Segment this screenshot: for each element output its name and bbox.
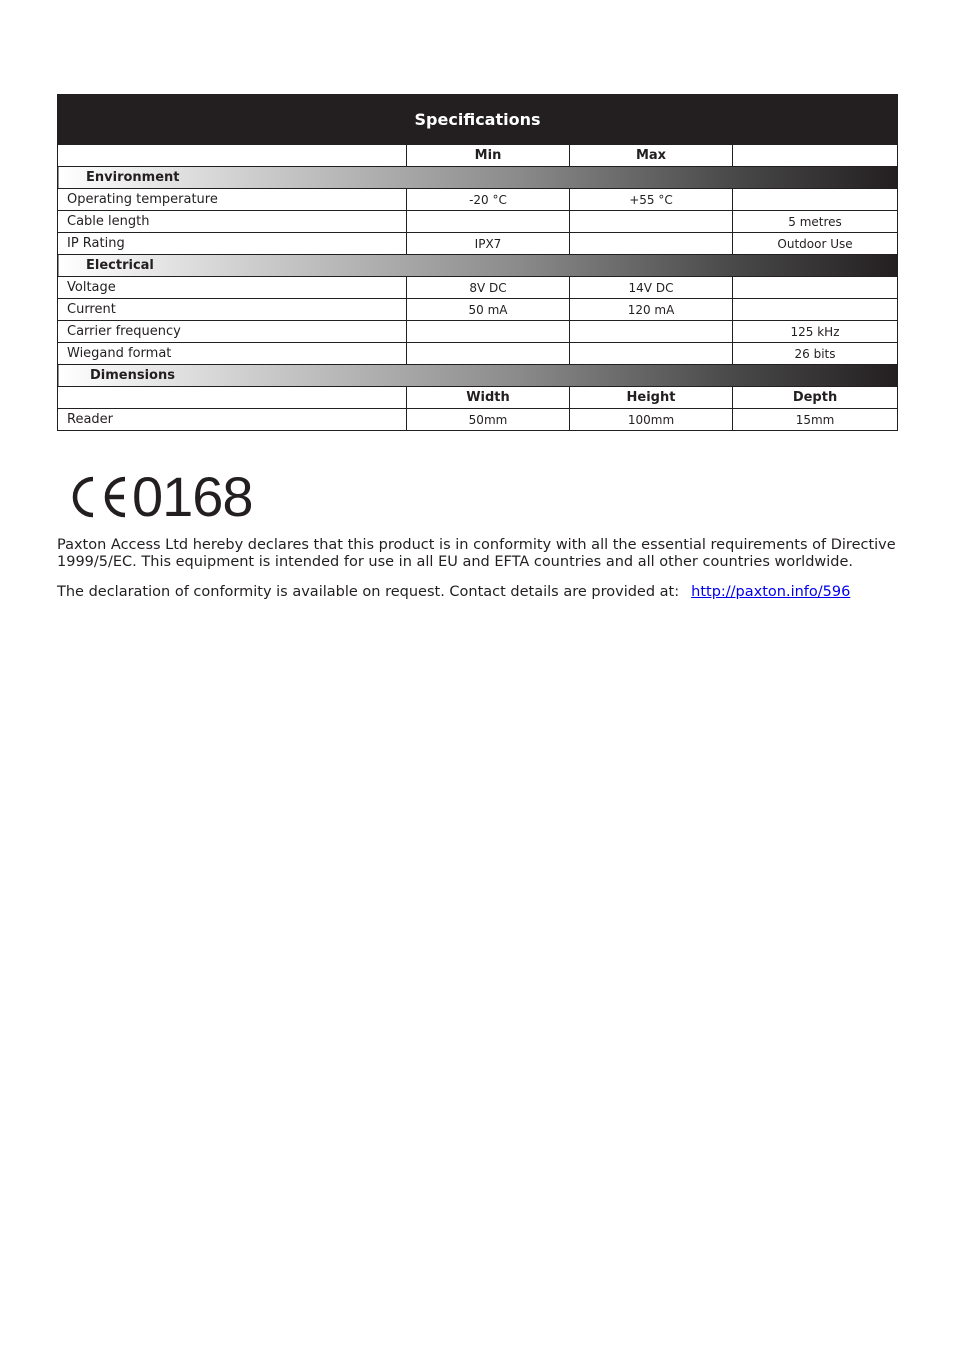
row-min: IPX7 [407,233,570,255]
column-header-min: Min [407,145,570,167]
row-min [407,343,570,365]
row-height: 100mm [570,409,733,431]
row-max [570,321,733,343]
column-header-note [733,145,898,167]
row-note: 5 metres [733,211,898,233]
row-label: Carrier frequency [58,321,407,343]
row-note [733,189,898,211]
row-min: -20 °C [407,189,570,211]
table-row [58,277,898,299]
row-label: Wiegand format [58,343,407,365]
column-header-height: Height [570,387,733,409]
table-row [58,299,898,321]
row-depth: 15mm [733,409,898,431]
row-max: +55 °C [570,189,733,211]
row-note: 125 kHz [733,321,898,343]
ce-logo-icon [70,474,130,520]
table-title-row [58,95,898,145]
declaration-text: Paxton Access Ltd hereby declares that this product is in conformity with all the essential requirements of Directive 1999/5/EC. This equipment is intended for use in all EU and EFTA countries and all other countries worldwide. [57,537,896,570]
section-row-dimensions [58,365,898,387]
row-note [733,277,898,299]
row-max [570,343,733,365]
section-title: Dimensions [58,365,898,387]
column-header-max: Max [570,145,733,167]
table-row [58,211,898,233]
row-label: IP Rating [58,233,407,255]
row-max: 120 mA [570,299,733,321]
column-header-width: Width [407,387,570,409]
specifications-table [57,94,898,431]
column-header-empty [58,145,407,167]
row-label: Voltage [58,277,407,299]
table-row [58,233,898,255]
column-header-row [58,145,898,167]
row-note [733,299,898,321]
conformity-link[interactable]: http://paxton.info/596 [691,584,851,600]
row-min [407,321,570,343]
row-label: Cable length [58,211,407,233]
row-min [407,211,570,233]
column-header-empty [58,387,407,409]
row-label: Reader [58,409,407,431]
section-row-environment [58,167,898,189]
dimensions-header-row [58,387,898,409]
table-title: Specifications [58,95,898,145]
row-max [570,211,733,233]
section-title: Environment [58,167,898,189]
table-row [58,409,898,431]
notified-body-number: 0168 [132,465,253,528]
row-min: 50 mA [407,299,570,321]
row-note: Outdoor Use [733,233,898,255]
row-note: 26 bits [733,343,898,365]
availability-text: The declaration of conformity is available on request. Contact details are provided at: [57,584,680,600]
row-label: Current [58,299,407,321]
row-min: 8V DC [407,277,570,299]
section-row-electrical [58,255,898,277]
section-title: Electrical [58,255,898,277]
availability-paragraph [57,584,902,601]
table-row [58,321,898,343]
row-max: 14V DC [570,277,733,299]
table-row [58,189,898,211]
table-row [58,343,898,365]
column-header-depth: Depth [733,387,898,409]
row-max [570,233,733,255]
row-label: Operating temperature [58,189,407,211]
ce-marking [70,466,253,528]
row-width: 50mm [407,409,570,431]
